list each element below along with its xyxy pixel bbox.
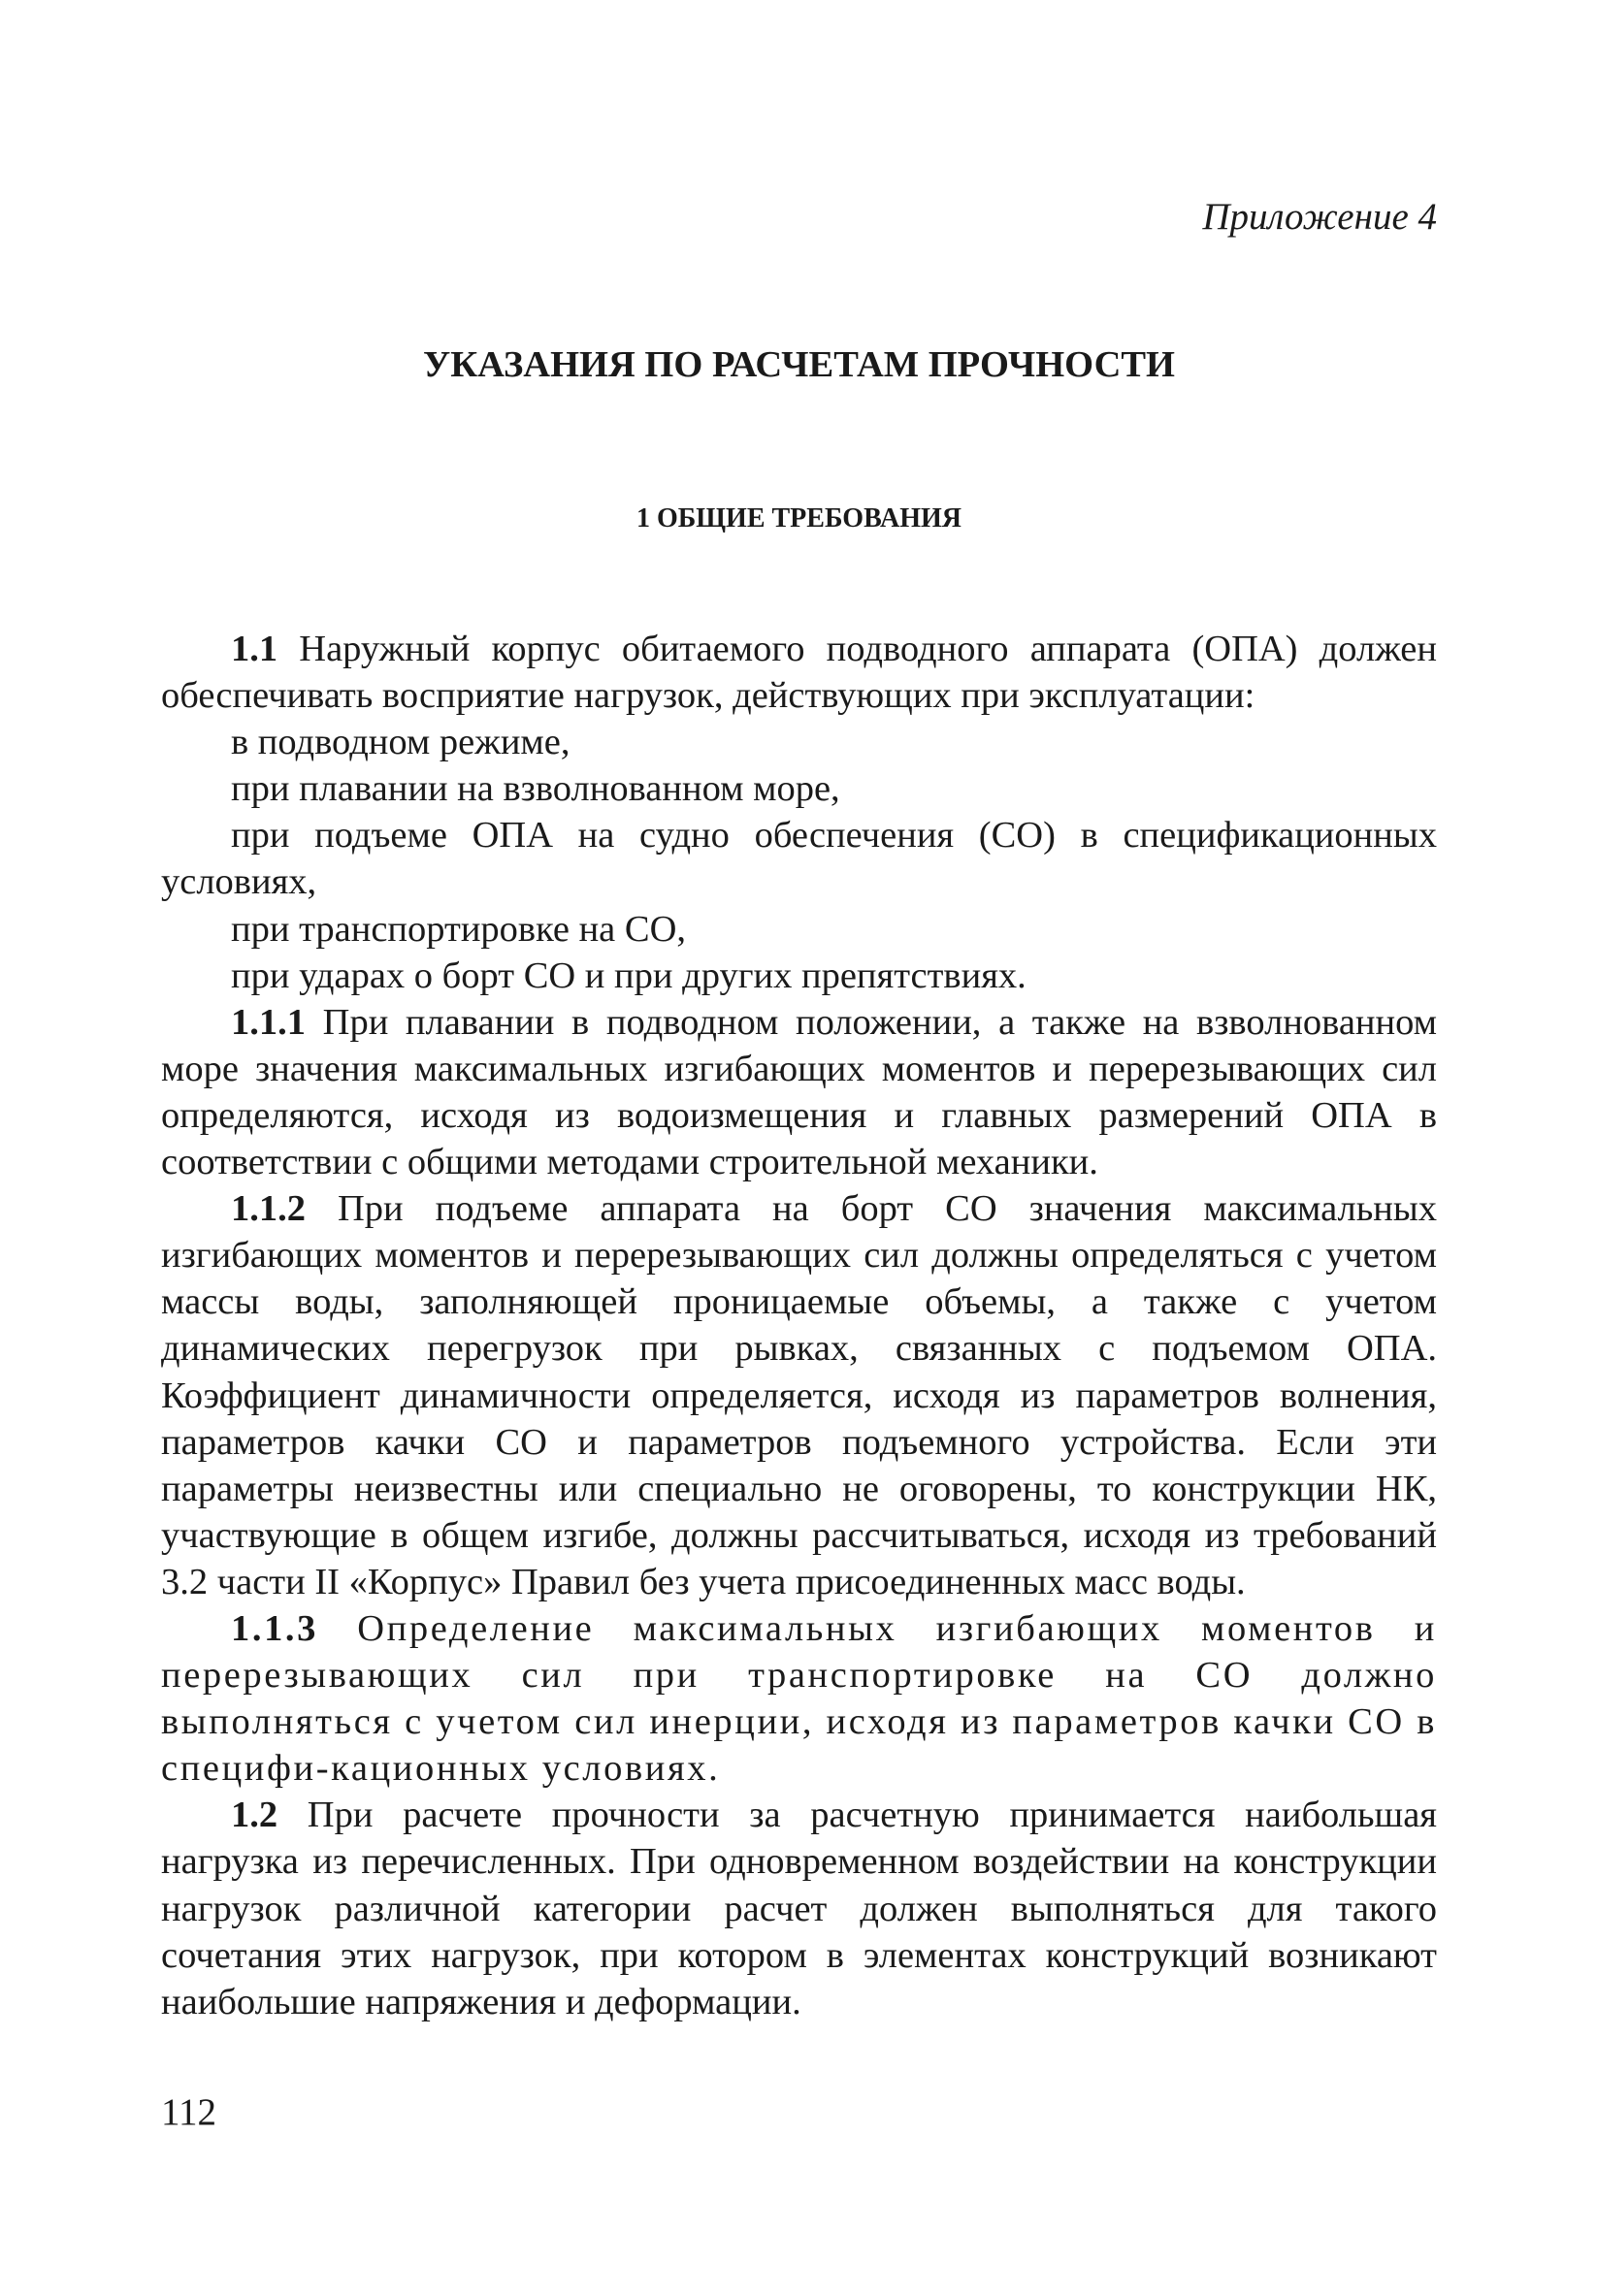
paragraph-number: 1.1.2 (231, 1188, 306, 1230)
paragraph-number: 1.1.1 (231, 1001, 306, 1043)
paragraph-text: При подъеме аппарата на борт СО значения максимальных изгибающих моментов и перерезывающих сил должны определяться с учетом массы воды, заполняющей проницаемые объемы, а также с учетом динамических перегрузок при рывках, связанных с подъемом ОПА. Коэффициент динамичности определяется, исходя из параметров волнения, параметров качки СО и параметров подъемного устройства. Если эти параметры неизвестны или специально не оговорены, то конструкции НК, участвующие в общем изгибе, должны рассчитываться, исходя из требований 3.2 части II «Корпус» Правил без учета присоединенных масс воды. (161, 1188, 1437, 1602)
paragraph-1-2 (161, 1792, 1437, 2024)
paragraph-number: 1.2 (231, 1795, 278, 1836)
paragraph-1-1-2 (161, 1185, 1437, 1605)
paragraph-text: Наружный корпус обитаемого подводного аппарата (ОПА) должен обеспечивать восприятие нагрузок, действующих при эксплуатации: (161, 629, 1437, 717)
paragraph-text: При плавании в подводном положении, а также на взволнованном море значения максимальных изгибающих моментов и перерезывающих сил определяются, исходя из водоизмещения и главных размерений ОПА в соответствии с общими методами строительной механики. (161, 1001, 1437, 1183)
list-item: при подъеме ОПА на судно обеспечения (СО) в спецификационных условиях, (161, 815, 1437, 903)
paragraph-number: 1.1 (231, 629, 278, 669)
paragraph-1-1-3 (161, 1605, 1437, 1792)
paragraph-number: 1.1.3 (231, 1607, 318, 1649)
list-item: в подводном режиме, (231, 722, 570, 763)
appendix-label: Приложение 4 (1202, 196, 1437, 238)
paragraph-text: При расчете прочности за расчетную принимается наибольшая нагрузка из перечисленных. При одновременном воздействии на конструкции нагрузок различной категории расчет должен выполняться для такого сочетания этих нагрузок, при котором в элементах конструкций возникают наибольшие напряжения и деформации. (161, 1795, 1437, 2022)
list-item: при ударах о борт СО и при других препятствиях. (231, 954, 1027, 996)
paragraph-1-1-1 (161, 999, 1437, 1185)
paragraph-text: Определение максимальных изгибающих моментов и перерезывающих сил при транспортировке на СО должно выполняться с учетом сил инерции, исходя из параметров качки СО в специфи-кационных условиях. (161, 1607, 1437, 1790)
page-number: 112 (161, 2091, 217, 2133)
document-page (161, 0, 1437, 2296)
list-item: при транспортировке на СО, (231, 908, 686, 950)
section-title: 1 ОБЩИЕ ТРЕБОВАНИЯ (636, 503, 961, 534)
document-title: УКАЗАНИЯ ПО РАСЧЕТАМ ПРОЧНОСТИ (422, 344, 1176, 385)
list-item: при плавании на взволнованном море, (231, 768, 840, 810)
paragraph-1-1 (161, 626, 1437, 719)
document-body (161, 626, 1437, 2025)
